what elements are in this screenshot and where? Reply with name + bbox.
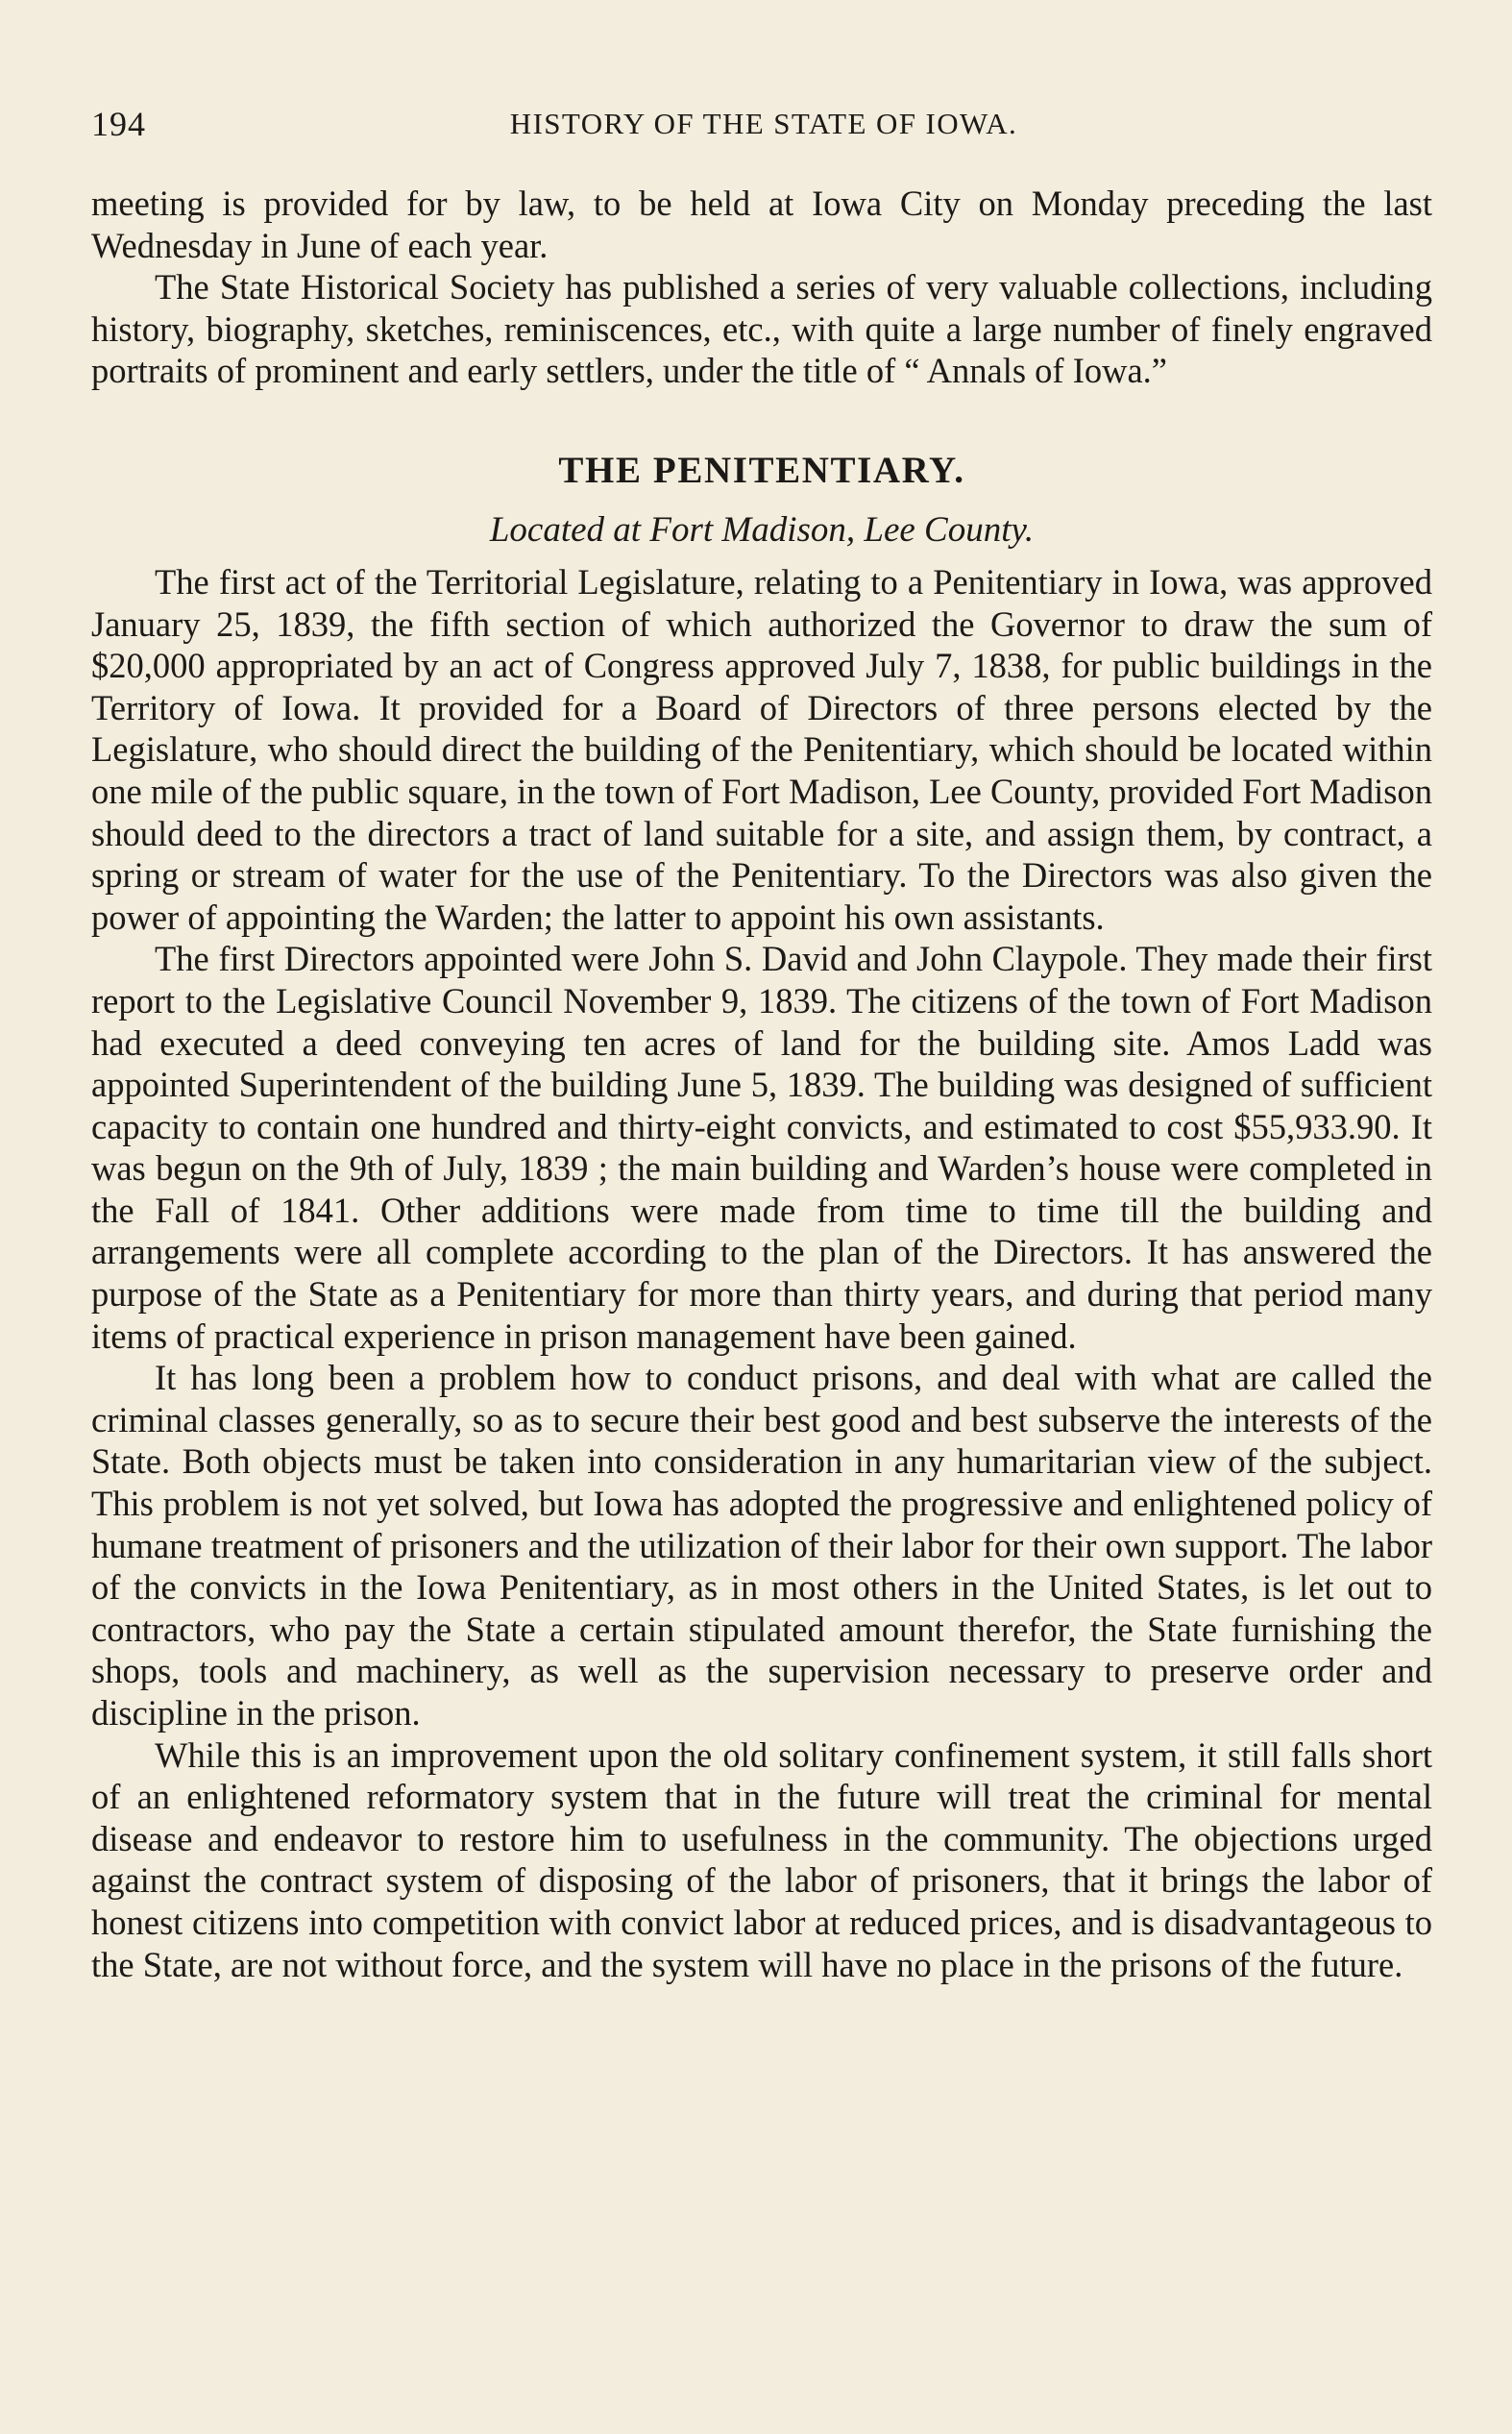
body-paragraph: The first act of the Territorial Legislature, relating to a Penitentiary in Iowa, was approved January 25, 1839, the fifth section of which authorized the Governor to draw the sum of $20,000 appropriated by an act of Congress approved July 7, 1838, for public buildings in the Territory of Iowa. It provided for a Board of Directors of three persons elected by the Legislature, who should direct the building of the Penitentiary, which should be located within one mile of the public square, in the town of Fort Madison, Lee County, provided Fort Madison should deed to the directors a tract of land suitable for a site, and assign them, by contract, a spring or stream of water for the use of the Penitentiary. To the Directors was also given the power of appointing the Warden; the latter to appoint his own assistants. (91, 561, 1432, 937)
intro-paragraph-historical-society: The State Historical Society has published a series of very valuable collections, including history, biography, sketches, reminiscences, etc., with quite a large number of finely engraved portraits of prominent and early settlers, under the title of “ Annals of Iowa.” (91, 267, 1432, 391)
body-paragraph: It has long been a problem how to conduct prisons, and deal with what are called the criminal classes generally, so as to secure their best good and best subserve the interests of the State. Both objects must be taken into consideration in any humaritarian view of the subject. This problem is not yet solved, but Iowa has adopted the progressive and enlightened policy of humane treatment of prisoners and the utilization of their labor for their own support. The labor of the convicts in the Iowa Penitentiary, as in most others in the United States, is let out to contractors, who pay the State a certain stipulated amount therefor, the State furnishing the shops, tools and machinery, as well as the supervision necessary to preserve order and discipline in the prison. (91, 1358, 1432, 1733)
page-header (91, 100, 1436, 148)
page-number: 194 (91, 105, 146, 143)
intro-paragraph-continued: meeting is provided for by law, to be held at Iowa City on Monday preceding the last Wednesday in June of each year. (91, 184, 1432, 265)
running-head: HISTORY OF THE STATE OF IOWA. (509, 107, 1018, 140)
section-subtitle: Located at Fort Madison, Lee County. (489, 509, 1035, 550)
body-paragraph: While this is an improvement upon the old solitary confinement system, it still falls short of an enlightened reformatory system that in the future will treat the criminal for mental disease and endeavor to restore him to usefulness in the community. The objections urged against the contract system of disposing of the labor of prisoners, that it brings the labor of honest citizens into competition with convict labor at reduced prices, and is disadvantageous to the State, are not without force, and the system will have no place in the prisons of the future. (91, 1734, 1432, 1984)
section-title: THE PENITENTIARY. (558, 449, 965, 491)
page-body (91, 183, 1432, 1985)
body-paragraph: The first Directors appointed were John S. David and John Claypole. They made their first report to the Legislative Council November 9, 1839. The citizens of the town of Fort Madison had executed a deed conveying ten acres of land for the building site. Amos Ladd was appointed Superintendent of the building June 5, 1839. The building was designed of sufficient capacity to contain one hundred and thirty-eight convicts, and estimated to cost $55,933.90. It was begun on the 9th of July, 1839 ; the main building and Warden’s house were completed in the Fall of 1841. Other additions were made from time to time till the building and arrangements were all complete according to the plan of the Directors. It has answered the purpose of the State as a Penitentiary for more than thirty years, and during that period many items of practical experience in prison management have been gained. (91, 939, 1432, 1356)
